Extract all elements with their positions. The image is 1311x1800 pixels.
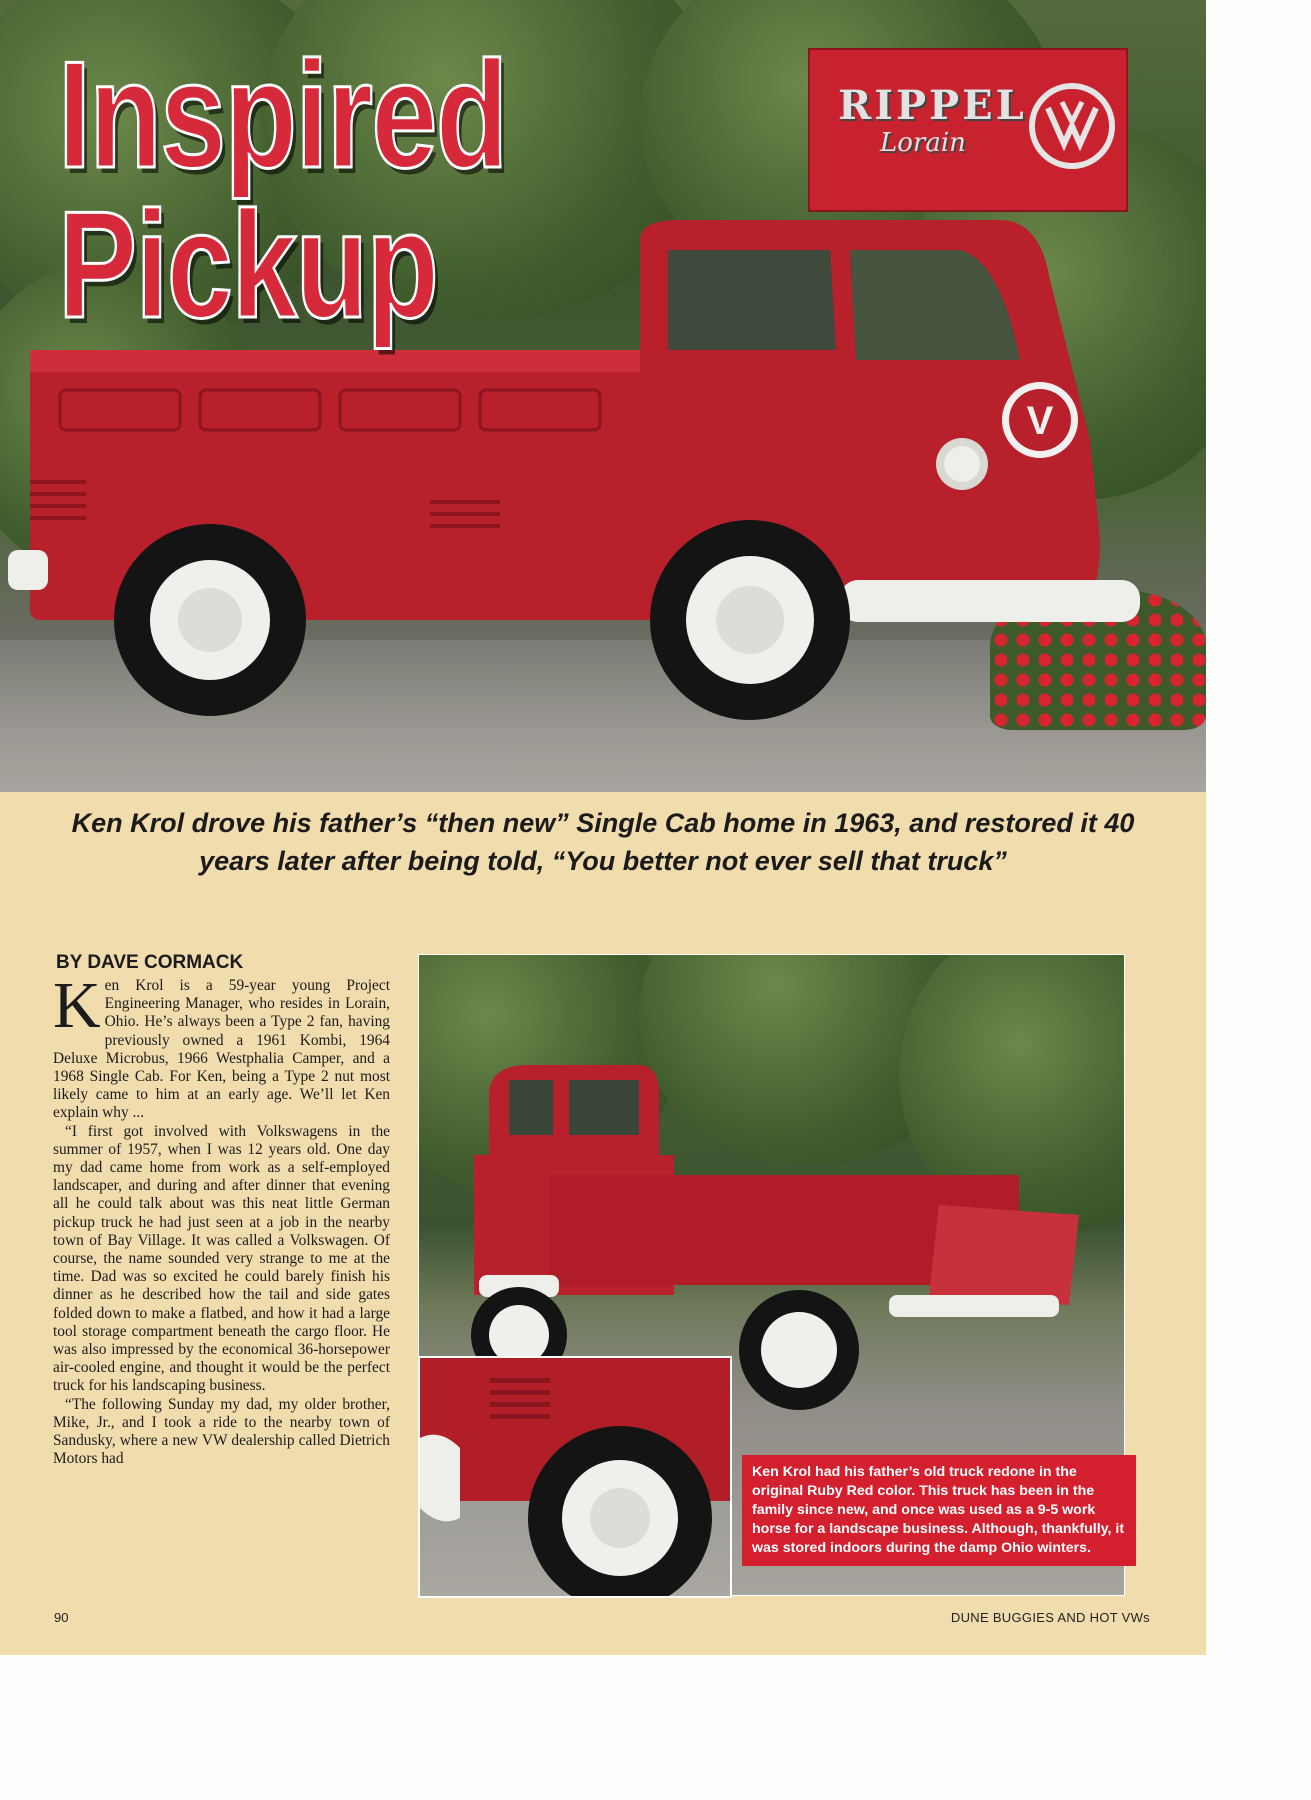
- rippel-emblem-photo: [808, 48, 1128, 212]
- page-number: 90: [54, 1610, 69, 1625]
- wheel-detail-drawing: [420, 1358, 730, 1596]
- photo-caption: Ken Krol had his father’s old truck redone in the original Ruby Red color. This truck has been in the family since new, and once was used as a 9-5 work horse for a landscape business. Although, thankfully, it was stored indoors during the damp Ohio winters.: [742, 1455, 1136, 1566]
- hero-photo: [0, 0, 1206, 792]
- emblem-sub: Lorain: [880, 128, 966, 158]
- body-paragraph: “I first got involved with Volkswagens in the summer of 1957, when I was 12 years old. One day my dad came home from work as a self-employed landscaper, and during and after dinner that evening all he could talk about was this neat little German pickup truck he had just seen at a job in the nearby town of Bay Village. It was called a Volkswagen. Of course, the name sounded very strange to me at the time. Dad was so excited he could barely finish his dinner as he described how the tail and side gates folded down to make a flatbed, and how it had a large tool storage compartment beneath the cargo floor. He was also impressed by the economical 36-horsepower air-cooled engine, and thought it would be the perfect truck for his landscaping business.: [53, 1122, 390, 1395]
- wheel-detail-photo: [418, 1356, 732, 1598]
- article-deck: Ken Krol drove his father’s “then new” Single Cab home in 1963, and restored it 40 years later after being told, “You better not ever sell that truck”: [71, 808, 1135, 876]
- byline: BY DAVE CORMACK: [56, 952, 244, 973]
- emblem-word: RIPPEL: [838, 82, 1027, 129]
- running-footer: DUNE BUGGIES AND HOT VWs: [950, 1610, 1150, 1625]
- drop-cap: K: [53, 969, 101, 1042]
- body-paragraph: “The following Sunday my dad, my older brother, Mike, Jr., and I took a ride to the nearby town of Sandusky, where a new VW dealership called Dietrich Motors had: [53, 1395, 390, 1468]
- vw-logo-icon: [1028, 82, 1116, 170]
- body-paragraph: Ken Krol is a 59-year young Project Engineering Manager, who resides in Lorain, Ohio. He’s always been a Type 2 fan, having previously owned a 1961 Kombi, 1964 Deluxe Microbus, 1966 Westphalia Camper, and a 1968 Single Cab. For Ken, being a Type 2 nut most likely came to him at an early age. We’ll let Ken explain why ...: [53, 969, 390, 1122]
- svg-text:V: V: [1026, 399, 1054, 443]
- headline: Inspired Pickup: [58, 30, 507, 350]
- body-column: [53, 969, 390, 1468]
